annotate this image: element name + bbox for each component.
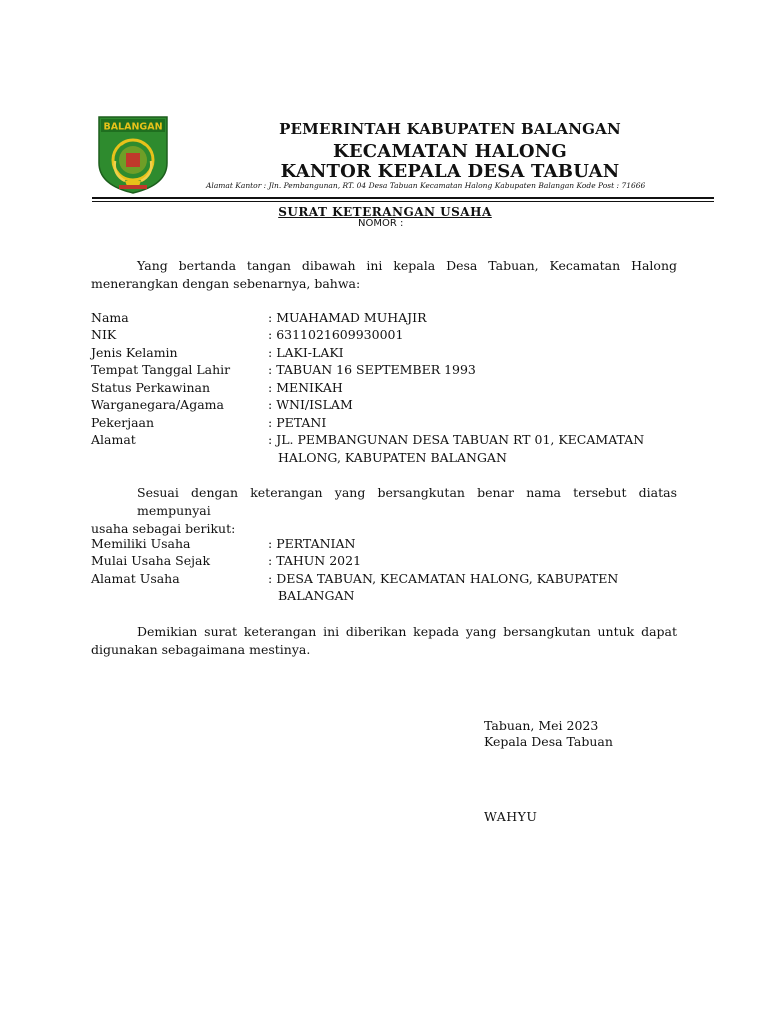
- closing-line-1: Demikian surat keterangan ini diberikan kepada yang bersangkutan untuk dapat: [137, 624, 677, 639]
- field-label-occupation: Pekerjaan: [91, 415, 155, 430]
- emblem-label: BALANGAN: [103, 121, 163, 133]
- intro-line-1: Yang bertanda tangan dibawah ini kepala Desa Tabuan, Kecamatan Halong: [137, 258, 677, 273]
- header-rule-thin: [92, 201, 714, 202]
- intro-paragraph: [91, 257, 677, 293]
- intro-line-2: menerangkan dengan sebenarnya, bahwa:: [91, 276, 361, 291]
- office-address: Alamat Kantor : Jln. Pembangunan, RT. 04 Desa Tabuan Kecamatan Halong Kabupaten Balangan Kode Post : 71666: [206, 181, 646, 190]
- business-paragraph: [91, 484, 677, 538]
- field-value-business-address-cont: BALANGAN: [278, 588, 355, 603]
- field-value-business-address: : DESA TABUAN, KECAMATAN HALONG, KABUPATEN: [268, 571, 619, 586]
- field-label-business-since: Mulai Usaha Sejak: [91, 553, 211, 568]
- field-value-nik: : 6311021609930001: [268, 327, 404, 342]
- field-label-citizenship: Warganegara/Agama: [91, 397, 224, 412]
- field-label-birth: Tempat Tanggal Lahir: [91, 362, 231, 377]
- document-title: SURAT KETERANGAN USAHA: [278, 205, 492, 219]
- field-value-business-since: : TAHUN 2021: [268, 553, 362, 568]
- signature-position: Kepala Desa Tabuan: [484, 734, 613, 749]
- field-label-business: Memiliki Usaha: [91, 536, 191, 551]
- signature-name: WAHYU: [484, 809, 538, 824]
- field-value-citizenship: : WNI/ISLAM: [268, 397, 353, 412]
- field-value-address-cont: HALONG, KABUPATEN BALANGAN: [278, 450, 507, 465]
- header-line-district: KECAMATAN HALONG: [333, 141, 567, 162]
- field-value-birth: : TABUAN 16 SEPTEMBER 1993: [268, 362, 476, 377]
- business-line-1: Sesuai dengan keterangan yang bersangkutan benar nama tersebut diatas mempunyai: [137, 485, 677, 518]
- field-value-marital: : MENIKAH: [268, 380, 343, 395]
- header-line-office: KANTOR KEPALA DESA TABUAN: [280, 161, 620, 182]
- field-label-business-address: Alamat Usaha: [91, 571, 180, 586]
- field-label-name: Nama: [91, 310, 129, 325]
- field-label-marital: Status Perkawinan: [91, 380, 211, 395]
- field-value-occupation: : PETANI: [268, 415, 327, 430]
- balangan-emblem-icon: [95, 115, 171, 195]
- field-value-business: : PERTANIAN: [268, 536, 356, 551]
- business-line-2: usaha sebagai berikut:: [91, 521, 236, 536]
- signature-place-date: Tabuan, Mei 2023: [484, 718, 599, 733]
- document-number: NOMOR :: [358, 218, 404, 229]
- field-value-gender: : LAKI-LAKI: [268, 345, 344, 360]
- field-value-name: : MUAHAMAD MUHAJIR: [268, 310, 427, 325]
- closing-paragraph: [91, 623, 677, 659]
- field-label-address: Alamat: [91, 432, 136, 447]
- header-line-regency: PEMERINTAH KABUPATEN BALANGAN: [279, 120, 621, 138]
- header-rule-thick: [92, 197, 714, 199]
- field-value-address: : JL. PEMBANGUNAN DESA TABUAN RT 01, KECAMATAN: [268, 432, 645, 447]
- field-label-gender: Jenis Kelamin: [91, 345, 178, 360]
- field-label-nik: NIK: [91, 327, 117, 342]
- closing-line-2: digunakan sebagaimana mestinya.: [91, 642, 311, 657]
